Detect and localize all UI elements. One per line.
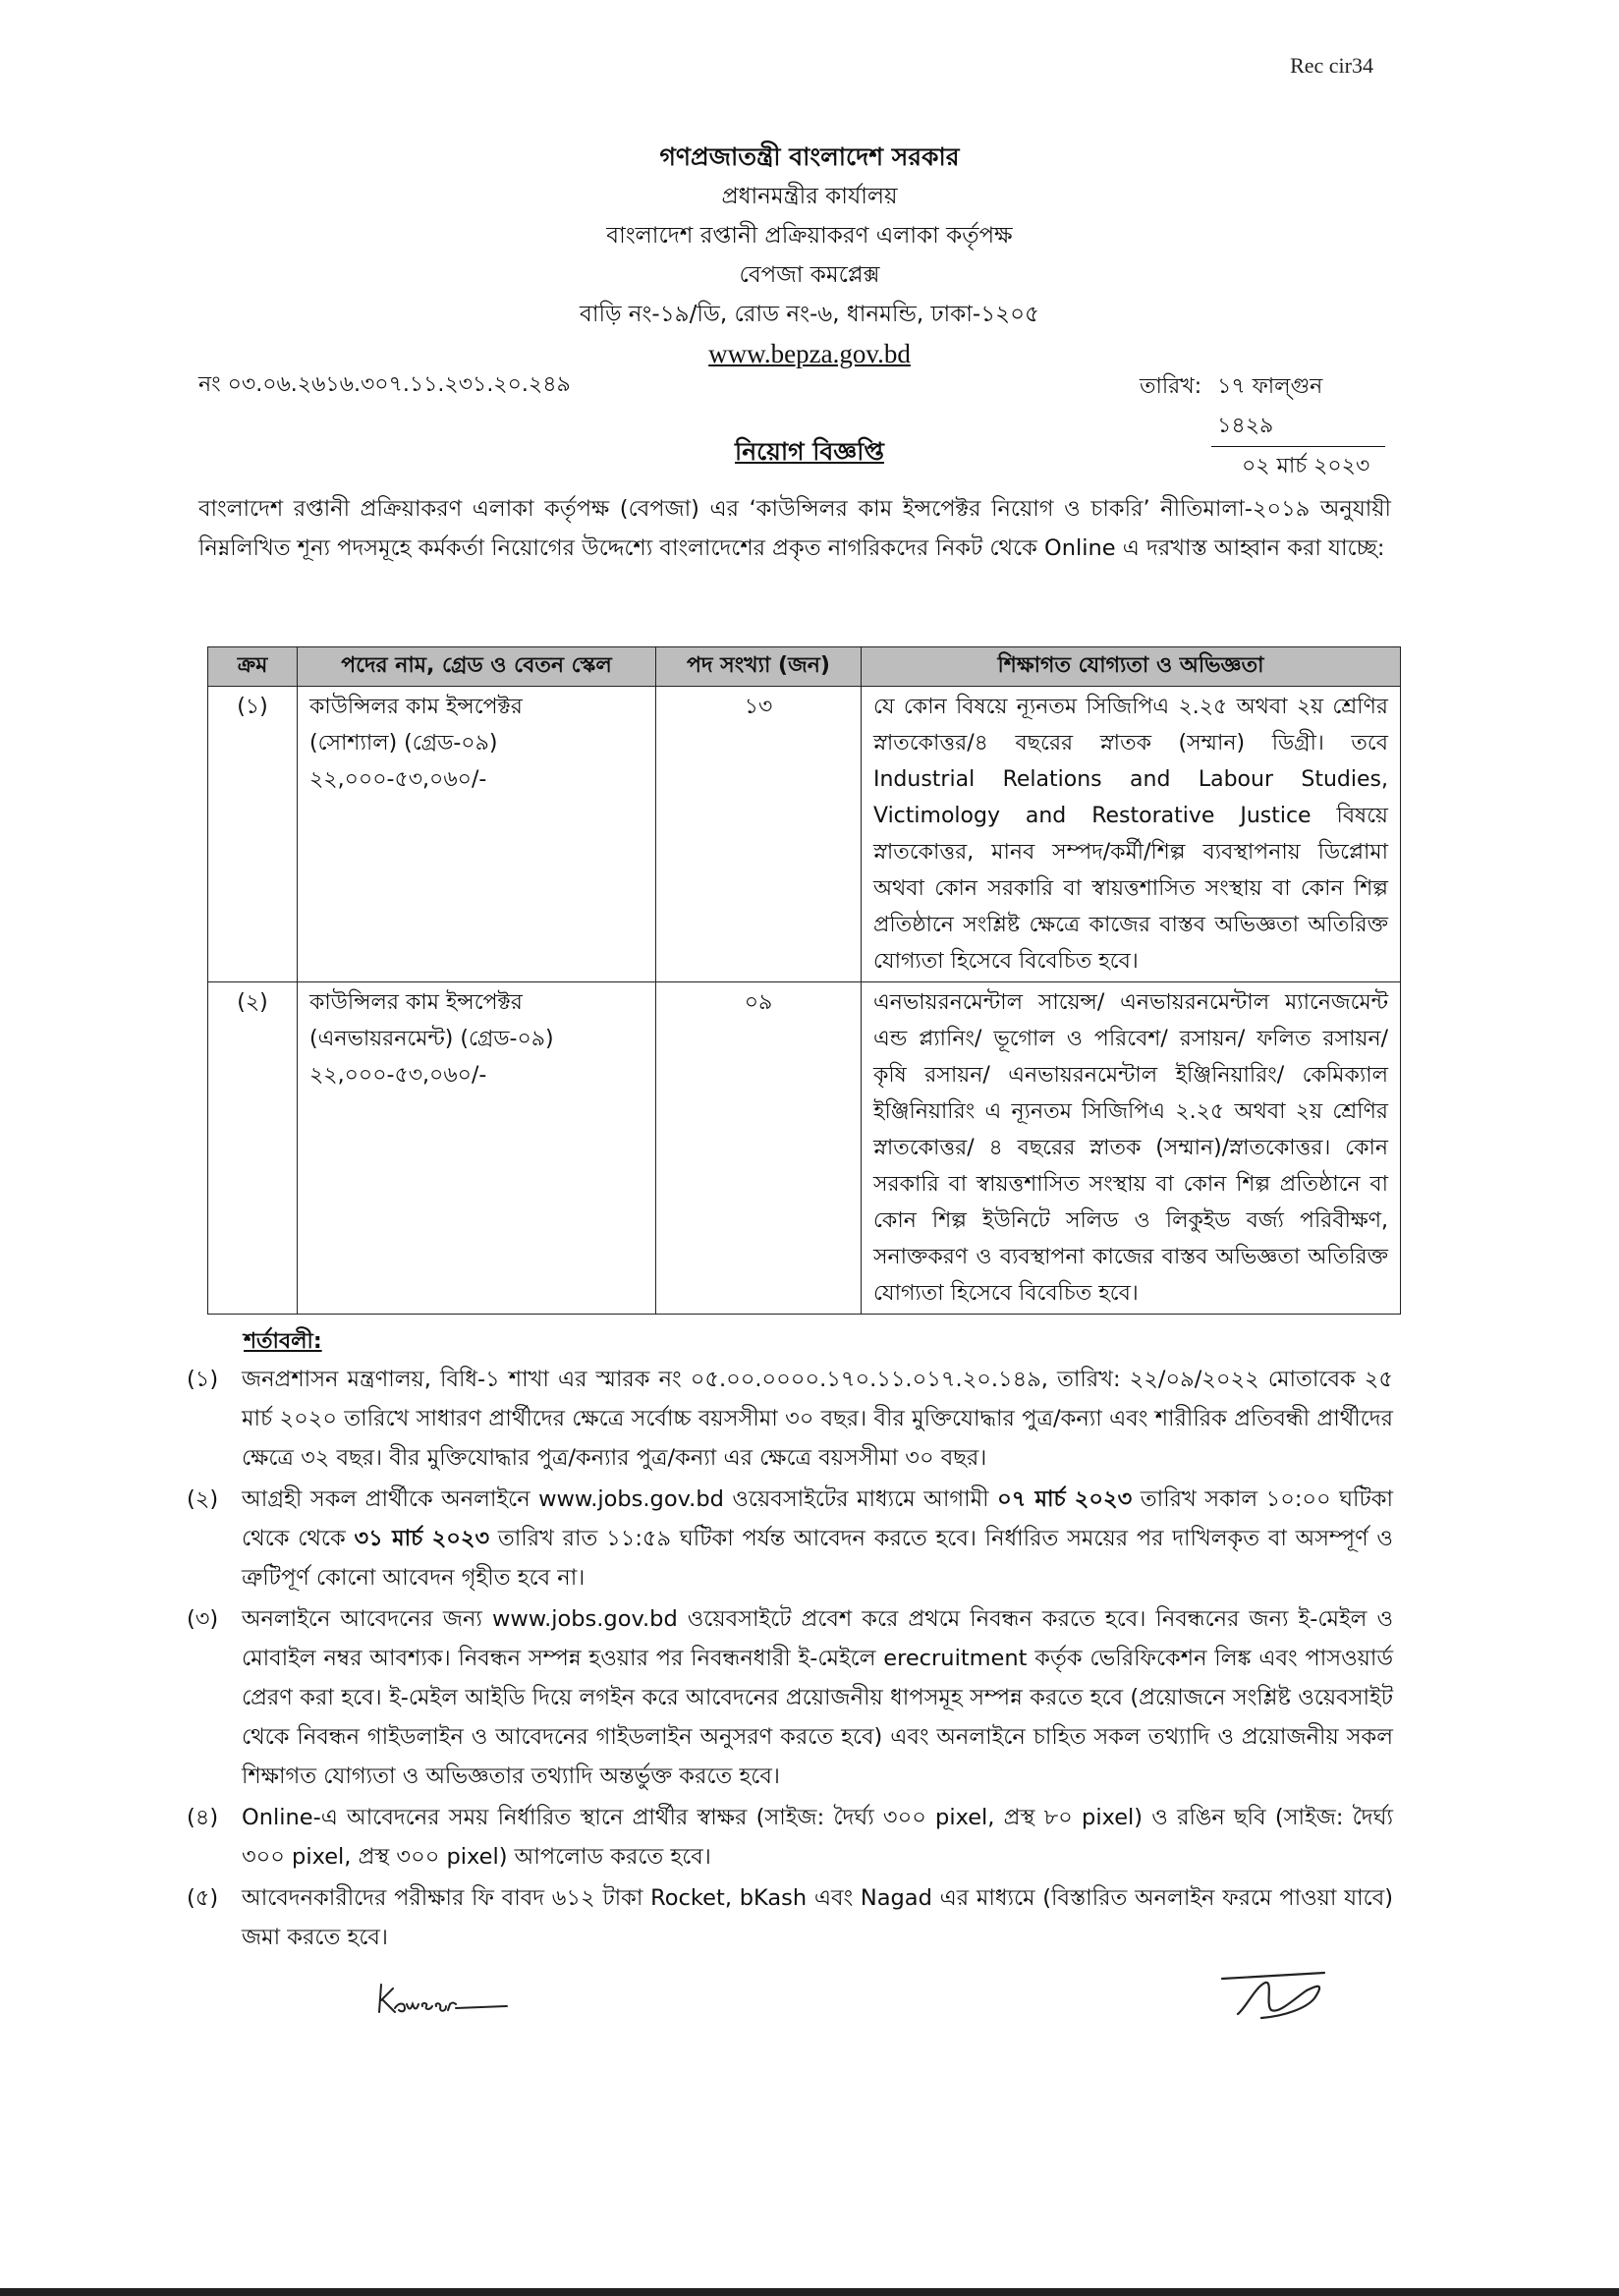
condition-item xyxy=(187,1360,1393,1478)
website-link[interactable]: www.bepza.gov.bd xyxy=(708,339,911,368)
complex-name: বেপজা কমপ্লেক্স xyxy=(739,262,880,288)
header-qualification: শিক্ষাগত যোগ্যতা ও অভিজ্ঞতা xyxy=(862,647,1401,687)
condition-text: Online-এ আবেদনের সময় নির্ধারিত স্থানে প্রার্থীর স্বাক্ষর (সাইজ: দৈর্ঘ্য ৩০০ pixel, প্রস্থ ৮০ pixel) ও রঙিন ছবি (সাইজ: দৈর্ঘ্য ৩০০ pixel, প্রস্থ ৩০০ pixel) আপলোড করতে হবে। xyxy=(242,1805,1393,1870)
conditions-list xyxy=(187,1360,1393,1959)
header-count: পদ সংখ্যা (জন) xyxy=(656,647,862,687)
signature-right xyxy=(1216,1965,1334,2028)
post-name: কাউন্সিলর কাম ইন্সপেক্টর xyxy=(309,695,523,719)
condition-text-part: তারিখ সকাল ১০:০০ ঘটিকা থেকে থেকে xyxy=(242,1486,1394,1551)
row-qualification: এনভায়রনমেন্টাল সায়েন্স/ এনভায়রনমেন্টাল ম্যানেজমেন্ট এন্ড প্ল্যানিং/ ভূগোল ও পরিবেশ/ রসায়ন/ ফলিত রসায়ন/ কৃষি রসায়ন/ এনভায়রনমেন্টাল ইঞ্জিনিয়ারিং/ কেমিক্যাল ইঞ্জিনিয়ারিং এ ন্যূনতম সিজিপিএ ২.২৫ অথবা ২য় শ্রেণির স্নাতকোত্তর/ ৪ বছরের স্নাতক (সম্মান)/স্নাতকোত্তর। কোন সরকারি বা স্বায়ত্তশাসিত সংস্থায় বা কোন শিল্প প্রতিষ্ঠানে বা কোন শিল্প ইউনিটে সলিড ও লিকুইড বর্জ্য পরিবীক্ষণ, সনাক্তকরণ ও ব্যবস্থাপনা কাজের বাস্তব অভিজ্ঞতা অতিরিক্ত যোগ্যতা হিসেবে বিবেচিত হবে। xyxy=(862,982,1401,1315)
date-label: তারিখ: xyxy=(1140,374,1202,399)
condition-text xyxy=(242,1480,1393,1597)
signature-right-icon xyxy=(1216,1965,1334,2024)
condition-text: আবেদনকারীদের পরীক্ষার ফি বাবদ ৬১২ টাকা Rocket, bKash এবং Nagad এর মাধ্যমে (বিস্তারিত অনলাইন ফরমে পাওয়া যাবে) জমা করতে হবে। xyxy=(242,1885,1393,1950)
scan-edge xyxy=(0,2288,1619,2296)
end-date: ৩১ মার্চ ২০২৩ xyxy=(354,1526,490,1551)
post-scale: ২২,০০০-৫৩,০৬০/- xyxy=(309,767,487,792)
conditions-title: শর্তাবলী: xyxy=(244,1329,322,1354)
row-count: ০৯ xyxy=(656,982,862,1315)
row-post xyxy=(298,687,656,982)
notice-title: নিয়োগ বিজ্ঞপ্তি xyxy=(735,437,884,466)
row-serial: (১) xyxy=(208,687,298,982)
reference-code: Rec cir34 xyxy=(1290,53,1373,78)
table-row xyxy=(208,687,1401,982)
address: বাড়ি নং-১৯/ডি, রোড নং-৬, ধানমন্ডি, ঢাকা-১২০৫ xyxy=(580,302,1039,327)
header-serial: ক্রম xyxy=(208,647,298,687)
signature-left xyxy=(375,1973,513,2026)
date-english: ০২ মার্চ ২০২৩ xyxy=(1242,454,1370,478)
condition-item xyxy=(187,1878,1393,1957)
row-count: ১৩ xyxy=(656,687,862,982)
post-name: কাউন্সিলর কাম ইন্সপেক্টর xyxy=(309,990,523,1015)
table-row xyxy=(208,982,1401,1315)
intro-paragraph: বাংলাদেশ রপ্তানী প্রক্রিয়াকরণ এলাকা কর্তৃপক্ষ (বেপজা) এর ‘কাউন্সিলর কাম ইন্সপেক্টর নিয়োগ ও চাকরি’ নীতিমালা-২০১৯ অনুযায়ী নিম্নলিখিত শূন্য পদসমূহে কর্মকর্তা নিয়োগের উদ্দেশ্যে বাংলাদেশের প্রকৃত নাগরিকদের নিকট থেকে Online এ দরখাস্ত আহ্বান করা যাচ্ছে: xyxy=(198,496,1391,561)
memo-number: নং ০৩.০৬.২৬১৬.৩০৭.১১.২৩১.২০.২৪৯ xyxy=(198,372,571,397)
condition-number: (৪) xyxy=(187,1805,219,1830)
office-name: প্রধানমন্ত্রীর কার্যালয় xyxy=(721,184,898,209)
condition-text: অনলাইনে আবেদনের জন্য www.jobs.gov.bd ওয়েবসাইটে প্রবেশ করে প্রথমে নিবন্ধন করতে হবে। নিবন্ধনের জন্য ই-মেইল ও মোবাইল নম্বর আবশ্যক। নিবন্ধন সম্পন্ন হওয়ার পর নিবন্ধনধারী ই-মেইলে erecruitment কর্তৃক ভেরিফিকেশন লিঙ্ক এবং পাসওয়ার্ড প্রেরণ করা হবে। ই-মেইল আইডি দিয়ে লগইন করে আবেদনের প্রয়োজনীয় ধাপসমূহ সম্পন্ন করতে হবে (প্রয়োজনে সংশ্লিষ্ট ওয়েবসাইট থেকে নিবন্ধন গাইডলাইন ও আবেদনের গাইডলাইন অনুসরণ করতে হবে) এবং অনলাইনে চাহিত সকল তথ্যাদি ও প্রয়োজনীয় সকল শিক্ষাগত যোগ্যতা ও অভিজ্ঞতার তথ্যাদি অন্তর্ভুক্ত করতে হবে। xyxy=(242,1606,1393,1789)
row-qualification: যে কোন বিষয়ে ন্যূনতম সিজিপিএ ২.২৫ অথবা ২য় শ্রেণির স্নাতকোত্তর/৪ বছরের স্নাতক (সম্মান) ডিগ্রী। তবে Industrial Relations and Labour Studies, Victimology and Restorative Justice বিষয়ে স্নাতকোত্তর, মানব সম্পদ/কর্মী/শিল্প ব্যবস্থাপনায় ডিপ্লোমা অথবা কোন সরকারি বা স্বায়ত্তশাসিত সংস্থায় বা কোন শিল্প প্রতিষ্ঠানে সংশ্লিষ্ট ক্ষেত্রে কাজের বাস্তব অভিজ্ঞতা অতিরিক্ত যোগ্যতা হিসেবে বিবেচিত হবে। xyxy=(862,687,1401,982)
posts-table xyxy=(207,646,1401,1315)
condition-number: (২) xyxy=(187,1486,219,1512)
table-header-row xyxy=(208,647,1401,687)
condition-item xyxy=(187,1798,1393,1876)
post-scale: ২২,০০০-৫৩,০৬০/- xyxy=(309,1063,487,1088)
condition-text-part: তারিখ রাত ১১:৫৯ ঘটিকা পর্যন্ত আবেদন করতে হবে। নির্ধারিত সময়ের পর দাখিলকৃত বা অসম্পূর্ণ ও ত্রুটিপূর্ণ কোনো আবেদন গৃহীত হবে না। xyxy=(242,1526,1393,1591)
post-grade: (সোশ্যাল) (গ্রেড-০৯) xyxy=(309,731,498,756)
condition-text-part: আগ্রহী সকল প্রার্থীকে অনলাইনে www.jobs.gov.bd ওয়েবসাইটের মাধ্যমে আগামী xyxy=(242,1486,998,1512)
signature-left-icon xyxy=(375,1973,513,2022)
condition-text: জনপ্রশাসন মন্ত্রণালয়, বিধি-১ শাখা এর স্মারক নং ০৫.০০.০০০০.১৭০.১১.০১৭.২০.১৪৯, তারিখ: ২২/০৯/২০২২ মোতাবেক ২৫ মার্চ ২০২০ তারিখে সাধারণ প্রার্থীদের ক্ষেত্রে সর্বোচ্চ বয়সসীমা ৩০ বছর। বীর মুক্তিযোদ্ধার পুত্র/কন্যা এবং শারীরিক প্রতিবন্ধী প্রার্থীদের ক্ষেত্রে ৩২ বছর। বীর মুক্তিযোদ্ধার পুত্র/কন্যার পুত্র/কন্যা এর ক্ষেত্রে বয়সসীমা ৩০ বছর। xyxy=(242,1367,1393,1471)
letterhead xyxy=(0,138,1619,373)
authority-name: বাংলাদেশ রপ্তানী প্রক্রিয়াকরণ এলাকা কর্তৃপক্ষ xyxy=(606,223,1013,249)
start-date: ০৭ মার্চ ২০২৩ xyxy=(997,1486,1133,1512)
condition-number: (৩) xyxy=(187,1606,219,1632)
condition-item xyxy=(187,1480,1393,1597)
condition-item xyxy=(187,1599,1393,1796)
post-grade: (এনভায়রনমেন্ট) (গ্রেড-০৯) xyxy=(309,1027,554,1051)
condition-number: (৫) xyxy=(187,1885,219,1911)
row-serial: (২) xyxy=(208,982,298,1315)
condition-number: (১) xyxy=(187,1367,219,1392)
government-name: গণপ্রজাতন্ত্রী বাংলাদেশ সরকার xyxy=(659,142,960,171)
row-post xyxy=(298,982,656,1315)
date-bangla: ১৭ ফাল্গুন ১৪২৯ xyxy=(1211,367,1385,447)
header-post: পদের নাম, গ্রেড ও বেতন স্কেল xyxy=(298,647,656,687)
